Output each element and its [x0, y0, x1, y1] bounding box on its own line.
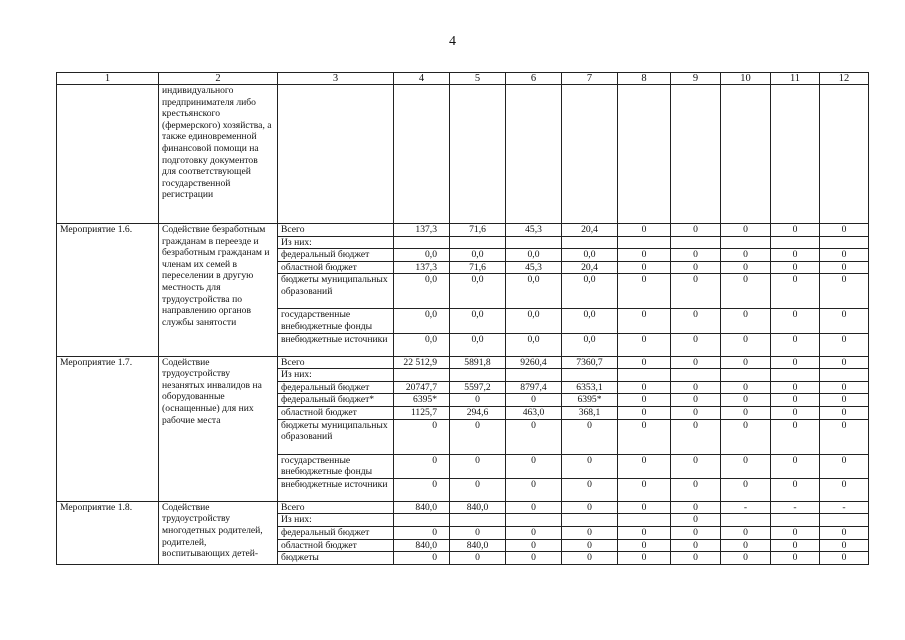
activity-label: Мероприятие 1.8.: [57, 501, 159, 564]
value-cell: 0: [562, 552, 618, 565]
value-cell: 840,0: [394, 539, 450, 552]
funding-source: бюджеты муниципальных образований: [278, 419, 394, 454]
value-cell: 0: [820, 309, 869, 333]
value-cell: 0,0: [394, 249, 450, 262]
value-cell: 0: [721, 419, 771, 454]
value-cell: 0: [771, 249, 820, 262]
table-body: [57, 73, 869, 565]
value-cell: 0: [450, 478, 506, 501]
value-cell: 0: [820, 333, 869, 356]
value-cell: 0: [618, 224, 671, 237]
value-cell: 137,3: [394, 224, 450, 237]
value-cell: 45,3: [506, 224, 562, 237]
column-header: 2: [159, 73, 278, 85]
activity-description: Содействие трудоустройству незанятых инвалидов на оборудованные (оснащенные) для них рабочие места: [159, 356, 278, 501]
value-cell: [562, 369, 618, 382]
value-cell: 0: [721, 394, 771, 407]
value-cell: 0,0: [506, 249, 562, 262]
value-cell: [771, 514, 820, 527]
value-cell: 8797,4: [506, 381, 562, 394]
funding-source: бюджеты: [278, 552, 394, 565]
value-cell: 0: [771, 274, 820, 309]
value-cell: 0: [820, 406, 869, 419]
value-cell: 0: [450, 552, 506, 565]
value-cell: 0: [506, 394, 562, 407]
value-cell: [771, 236, 820, 249]
value-cell: 0: [671, 501, 721, 514]
value-cell: 0: [394, 419, 450, 454]
value-cell: 0: [506, 539, 562, 552]
value-cell: 0: [618, 309, 671, 333]
value-cell: 0: [671, 333, 721, 356]
column-header: 8: [618, 73, 671, 85]
funding-source: государственные внебюджетные фонды: [278, 309, 394, 333]
value-cell: [450, 514, 506, 527]
value-cell: 0: [618, 274, 671, 309]
value-cell: [671, 369, 721, 382]
value-cell: 0: [721, 333, 771, 356]
value-cell: [506, 236, 562, 249]
value-cell: [506, 369, 562, 382]
value-cell: 368,1: [562, 406, 618, 419]
value-cell: 0,0: [394, 309, 450, 333]
value-cell: -: [721, 501, 771, 514]
value-cell: [820, 514, 869, 527]
value-cell: 0: [450, 419, 506, 454]
value-cell: 0: [721, 261, 771, 274]
column-header: 9: [671, 73, 721, 85]
value-cell: 0: [820, 526, 869, 539]
value-cell: 0: [618, 381, 671, 394]
value-cell: 0: [671, 539, 721, 552]
header-row: [57, 73, 869, 85]
funding-source: областной бюджет: [278, 261, 394, 274]
value-cell: 0,0: [450, 249, 506, 262]
value-cell: 0: [771, 394, 820, 407]
value-cell: 0: [721, 552, 771, 565]
value-cell: 0,0: [506, 274, 562, 309]
value-cell: 0: [820, 381, 869, 394]
value-cell: 45,3: [506, 261, 562, 274]
value-cell: 0: [506, 454, 562, 478]
value-cell: 0: [721, 478, 771, 501]
value-cell: [562, 514, 618, 527]
value-cell: 0: [562, 478, 618, 501]
value-cell: 0: [820, 249, 869, 262]
value-cell: 0: [721, 356, 771, 369]
value-cell: 0: [562, 454, 618, 478]
value-cell: 0: [771, 454, 820, 478]
value-cell: 71,6: [450, 224, 506, 237]
funding-source: внебюджетные источники: [278, 478, 394, 501]
funding-source: федеральный бюджет: [278, 381, 394, 394]
column-header: 3: [278, 73, 394, 85]
value-cell: 0: [618, 406, 671, 419]
value-cell: 0: [671, 309, 721, 333]
value-cell: 0,0: [450, 309, 506, 333]
value-cell: 0: [671, 381, 721, 394]
value-cell: [394, 236, 450, 249]
value-cell: 0,0: [450, 274, 506, 309]
value-cell: 0,0: [450, 333, 506, 356]
value-cell: [562, 236, 618, 249]
value-cell: 0: [671, 514, 721, 527]
value-cell: 22 512,9: [394, 356, 450, 369]
value-cell: 0: [618, 394, 671, 407]
value-cell: 0: [721, 274, 771, 309]
value-cell: [671, 236, 721, 249]
funding-source: федеральный бюджет: [278, 249, 394, 262]
empty-cell: [562, 85, 618, 224]
value-cell: 0: [618, 526, 671, 539]
empty-cell: [771, 85, 820, 224]
value-cell: 0: [562, 526, 618, 539]
value-cell: 7360,7: [562, 356, 618, 369]
value-cell: 5891,8: [450, 356, 506, 369]
activity-description: Содействие безработным гражданам в переезде и безработным гражданам и членам их семей в переселении в другую местность для трудоустройства по направлению органов службы занятости: [159, 224, 278, 357]
value-cell: 0: [820, 261, 869, 274]
value-cell: 0: [562, 501, 618, 514]
value-cell: 0: [820, 394, 869, 407]
value-cell: 0: [506, 526, 562, 539]
value-cell: 0: [771, 224, 820, 237]
value-cell: 0: [394, 552, 450, 565]
empty-cell: [721, 85, 771, 224]
value-cell: 20747,7: [394, 381, 450, 394]
column-header: 12: [820, 73, 869, 85]
continuation-row: [57, 85, 869, 224]
value-cell: [721, 514, 771, 527]
funding-source: бюджеты муниципальных образований: [278, 274, 394, 309]
column-header: 7: [562, 73, 618, 85]
value-cell: 0: [671, 249, 721, 262]
empty-cell: [394, 85, 450, 224]
budget-table: [56, 72, 869, 565]
column-header: 4: [394, 73, 450, 85]
value-cell: 0: [771, 261, 820, 274]
value-cell: 0: [721, 539, 771, 552]
value-cell: 1125,7: [394, 406, 450, 419]
value-cell: 20,4: [562, 224, 618, 237]
value-cell: 0: [618, 478, 671, 501]
value-cell: 0: [771, 356, 820, 369]
value-cell: 0: [671, 478, 721, 501]
value-cell: 0,0: [562, 249, 618, 262]
value-cell: 0: [721, 309, 771, 333]
empty-label-cell: [57, 85, 159, 224]
value-cell: 0: [771, 419, 820, 454]
value-cell: 0,0: [394, 274, 450, 309]
value-cell: 0: [671, 552, 721, 565]
table-row: [57, 356, 869, 369]
value-cell: 840,0: [394, 501, 450, 514]
table-row: [57, 501, 869, 514]
value-cell: 0: [671, 406, 721, 419]
value-cell: 0: [506, 419, 562, 454]
value-cell: 0: [506, 552, 562, 565]
empty-cell: [820, 85, 869, 224]
empty-cell: [506, 85, 562, 224]
page-number: 4: [449, 34, 456, 49]
value-cell: [506, 514, 562, 527]
funding-source: Всего: [278, 356, 394, 369]
value-cell: 0: [820, 274, 869, 309]
value-cell: 0: [820, 478, 869, 501]
value-cell: 0: [671, 394, 721, 407]
column-header: 6: [506, 73, 562, 85]
value-cell: 9260,4: [506, 356, 562, 369]
value-cell: 0: [618, 419, 671, 454]
value-cell: 0: [771, 552, 820, 565]
value-cell: 0: [671, 224, 721, 237]
activity-description: Содействие трудоустройству многодетных родителей, родителей, воспитывающих детей-: [159, 501, 278, 564]
value-cell: 0: [618, 552, 671, 565]
funding-source: областной бюджет: [278, 406, 394, 419]
value-cell: [394, 369, 450, 382]
value-cell: 0,0: [394, 333, 450, 356]
value-cell: 0: [562, 539, 618, 552]
table-row: [57, 224, 869, 237]
value-cell: 6395*: [394, 394, 450, 407]
funding-source: Из них:: [278, 514, 394, 527]
continuation-text: индивидуального предпринимателя либо крестьянского (фермерского) хозяйства, а также единовременной финансовой помощи на подготовку документов для соответствующей государственной регистрации: [159, 85, 278, 224]
value-cell: 0: [450, 526, 506, 539]
value-cell: 0: [721, 406, 771, 419]
value-cell: 0: [771, 526, 820, 539]
funding-source: Всего: [278, 501, 394, 514]
value-cell: 0: [450, 394, 506, 407]
value-cell: 0: [506, 478, 562, 501]
value-cell: 0: [618, 261, 671, 274]
value-cell: 0: [771, 309, 820, 333]
value-cell: 0,0: [506, 333, 562, 356]
activity-label: Мероприятие 1.7.: [57, 356, 159, 501]
value-cell: 0: [394, 526, 450, 539]
empty-cell: [450, 85, 506, 224]
funding-source: областной бюджет: [278, 539, 394, 552]
value-cell: 0: [671, 274, 721, 309]
value-cell: 0,0: [506, 309, 562, 333]
activity-label: Мероприятие 1.6.: [57, 224, 159, 357]
value-cell: 0: [562, 419, 618, 454]
value-cell: 0: [771, 478, 820, 501]
empty-cell: [278, 85, 394, 224]
value-cell: 137,3: [394, 261, 450, 274]
value-cell: 71,6: [450, 261, 506, 274]
funding-source: внебюджетные источники: [278, 333, 394, 356]
value-cell: [820, 236, 869, 249]
value-cell: 0: [721, 454, 771, 478]
value-cell: 0: [618, 539, 671, 552]
value-cell: 0: [771, 381, 820, 394]
value-cell: 0: [721, 224, 771, 237]
value-cell: 0: [771, 333, 820, 356]
value-cell: 0: [721, 249, 771, 262]
value-cell: [618, 369, 671, 382]
funding-source: государственные внебюджетные фонды: [278, 454, 394, 478]
empty-cell: [671, 85, 721, 224]
value-cell: 0: [394, 478, 450, 501]
column-header: 1: [57, 73, 159, 85]
value-cell: 0,0: [562, 333, 618, 356]
value-cell: 0: [506, 501, 562, 514]
value-cell: [394, 514, 450, 527]
column-header: 11: [771, 73, 820, 85]
funding-source: федеральный бюджет: [278, 526, 394, 539]
value-cell: 0: [820, 419, 869, 454]
value-cell: -: [771, 501, 820, 514]
funding-source: Всего: [278, 224, 394, 237]
value-cell: 0: [671, 261, 721, 274]
value-cell: [721, 369, 771, 382]
value-cell: [618, 236, 671, 249]
value-cell: [820, 369, 869, 382]
value-cell: 6353,1: [562, 381, 618, 394]
value-cell: 0: [618, 454, 671, 478]
value-cell: [450, 236, 506, 249]
value-cell: [721, 236, 771, 249]
value-cell: 0: [618, 501, 671, 514]
funding-source: Из них:: [278, 236, 394, 249]
value-cell: 0: [618, 333, 671, 356]
value-cell: 0: [618, 249, 671, 262]
value-cell: 0: [721, 526, 771, 539]
value-cell: 5597,2: [450, 381, 506, 394]
value-cell: [771, 369, 820, 382]
value-cell: 0,0: [562, 309, 618, 333]
column-header: 5: [450, 73, 506, 85]
value-cell: 0: [820, 539, 869, 552]
value-cell: 463,0: [506, 406, 562, 419]
value-cell: 0,0: [562, 274, 618, 309]
value-cell: 0: [721, 381, 771, 394]
value-cell: [618, 514, 671, 527]
value-cell: 0: [671, 526, 721, 539]
value-cell: 294,6: [450, 406, 506, 419]
value-cell: 0: [394, 454, 450, 478]
value-cell: 840,0: [450, 501, 506, 514]
value-cell: 6395*: [562, 394, 618, 407]
funding-source: федеральный бюджет*: [278, 394, 394, 407]
value-cell: 0: [771, 539, 820, 552]
empty-cell: [618, 85, 671, 224]
column-header: 10: [721, 73, 771, 85]
value-cell: 0: [820, 356, 869, 369]
value-cell: 0: [671, 454, 721, 478]
value-cell: -: [820, 501, 869, 514]
value-cell: 0: [671, 356, 721, 369]
value-cell: [450, 369, 506, 382]
value-cell: 0: [618, 356, 671, 369]
value-cell: 0: [450, 454, 506, 478]
value-cell: 0: [671, 419, 721, 454]
value-cell: 0: [820, 454, 869, 478]
value-cell: 0: [771, 406, 820, 419]
value-cell: 0: [820, 552, 869, 565]
value-cell: 0: [820, 224, 869, 237]
funding-source: Из них:: [278, 369, 394, 382]
value-cell: 20,4: [562, 261, 618, 274]
value-cell: 840,0: [450, 539, 506, 552]
